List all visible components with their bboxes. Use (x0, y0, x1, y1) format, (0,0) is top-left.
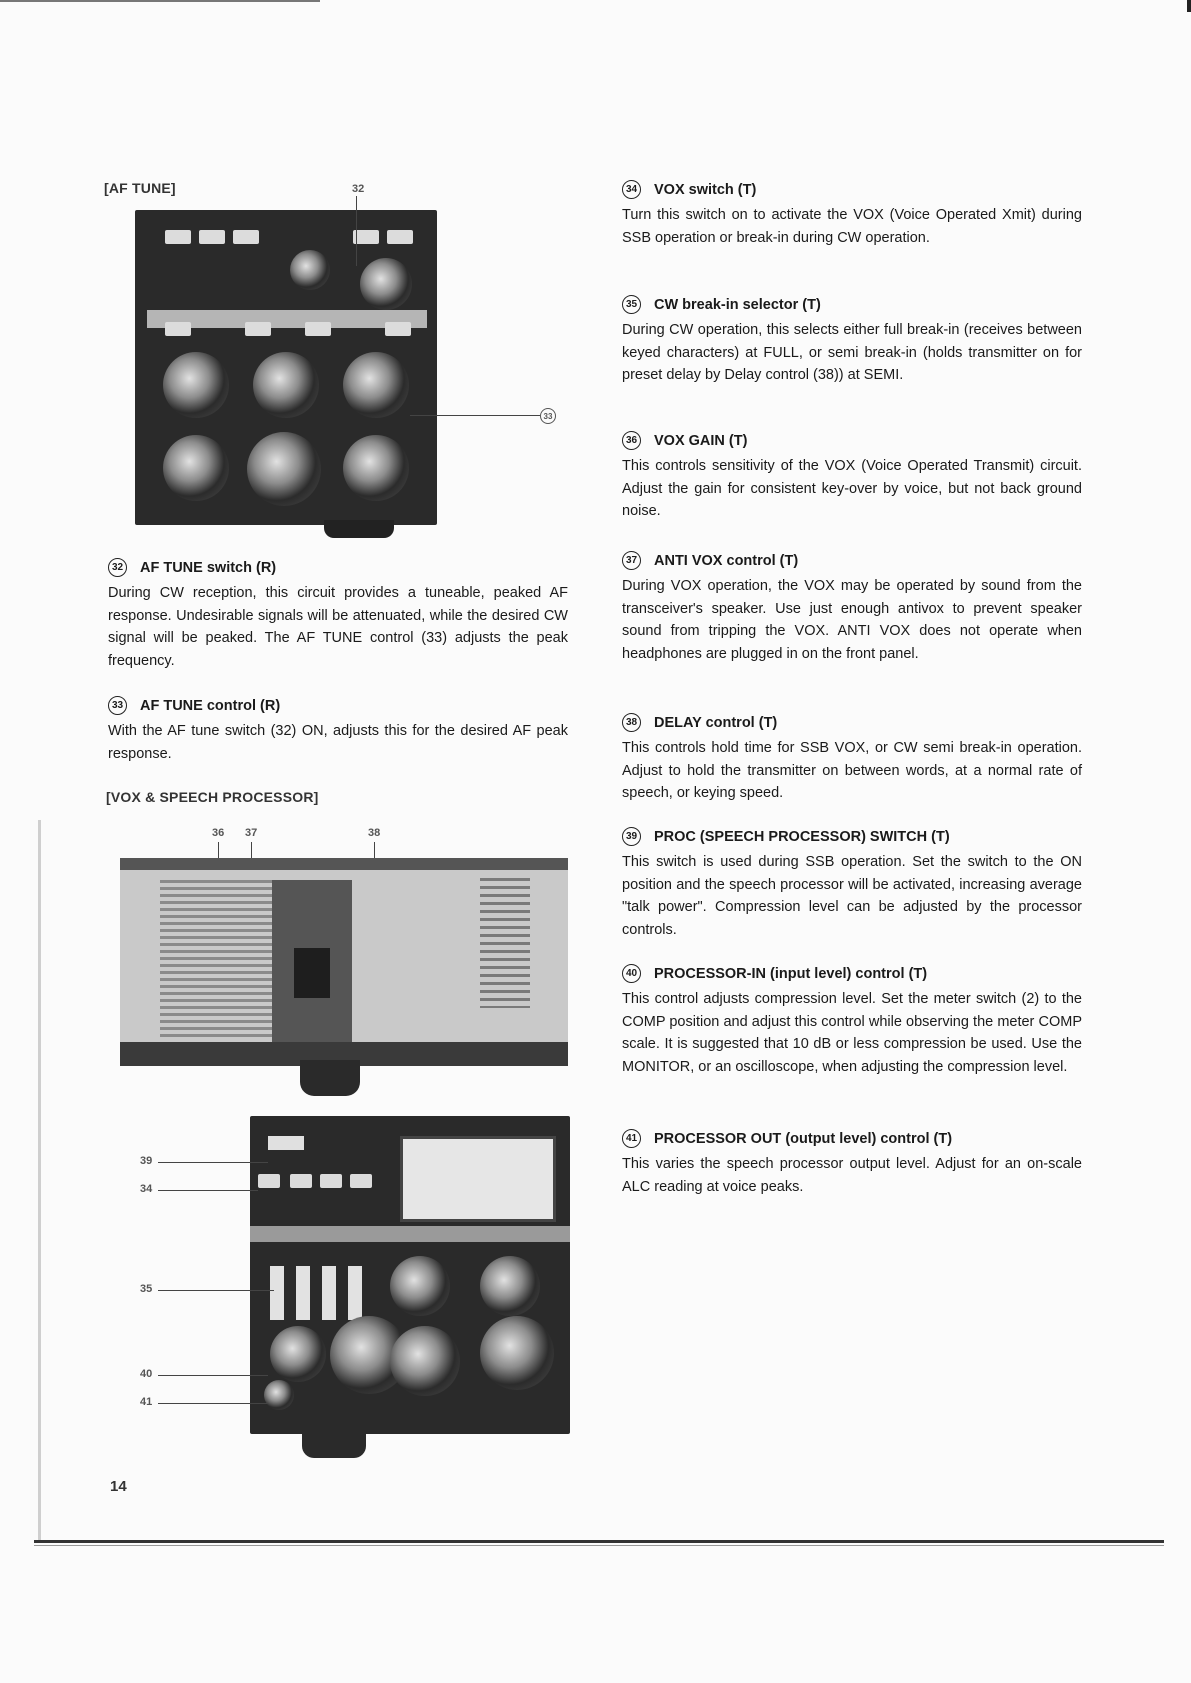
item-title: AF TUNE switch (R) (140, 559, 277, 576)
internal-top-view-photo (120, 858, 568, 1066)
item-title: PROCESSOR OUT (output level) control (T) (654, 1130, 953, 1147)
callout-leader-33 (410, 415, 540, 416)
callout-leader-40 (158, 1375, 268, 1376)
item-body: During CW reception, this circuit provides a tuneable, peaked AF response. Undesirable signals will be attenuated, while the desired CW signal will be peaked. The AF TUNE control (33) adjusts the peak frequency. (108, 585, 568, 669)
photo2-callout-37: 37 (245, 827, 258, 839)
item-34 (622, 180, 1082, 249)
scan-edge (38, 820, 41, 1540)
photo3-callout-34: 34 (140, 1183, 153, 1195)
photo3-callout-40: 40 (140, 1368, 153, 1380)
item-body: This controls hold time for SSB VOX, or CW semi break-in operation. Adjust to hold the transmitter on between words, at a normal rate of speech, or keying speed. (622, 740, 1082, 801)
item-number: 41 (622, 1129, 641, 1148)
item-title: DELAY control (T) (654, 714, 778, 731)
item-41 (622, 1129, 1082, 1198)
item-body: This control adjusts compression level. Set the meter switch (2) to the COMP position and adjust this control while observing the meter COMP scale. It is suggested that 10 dB or less compression be used. Use the MONITOR, or an oscilloscope, when adjusting the compression level. (622, 991, 1082, 1075)
bottom-rule (34, 1540, 1164, 1543)
item-38 (622, 713, 1082, 805)
item-33 (108, 696, 568, 765)
af-tune-photo-knob-stub (324, 520, 394, 538)
callout-leader-41 (158, 1403, 268, 1404)
item-body: This controls sensitivity of the VOX (Voice Operated Transmit) circuit. Adjust the gain for consistent key-over by voice, but not back ground noise. (622, 458, 1082, 519)
front-panel-knob-stub (302, 1430, 366, 1458)
item-title: AF TUNE control (R) (140, 697, 281, 714)
callout-leader-34 (158, 1190, 258, 1191)
item-title: CW break-in selector (T) (654, 296, 821, 313)
item-body: During CW operation, this selects either full break-in (receives between keyed characters) at FULL, or semi break-in (holds transmitter on for preset delay by Delay control (38)) at SEMI. (622, 322, 1082, 383)
item-body: During VOX operation, the VOX may be operated by sound from the transceiver's speaker. Use just enough antivox to prevent speaker sound from tripping the VOX. ANTI VOX does not operate when headphones are plugged in on the front panel. (622, 578, 1082, 662)
photo3-callout-35: 35 (140, 1283, 153, 1295)
item-number: 38 (622, 713, 641, 732)
item-body: Turn this switch on to activate the VOX (Voice Operated Xmit) during SSB operation or break-in during CW operation. (622, 207, 1082, 246)
internal-photo-knob-stub (300, 1060, 360, 1096)
photo2-callout-38: 38 (368, 827, 381, 839)
af-tune-section-label: [AF TUNE] (104, 180, 176, 196)
vox-section-label: [VOX & SPEECH PROCESSOR] (106, 789, 319, 805)
item-title: VOX switch (T) (654, 181, 757, 198)
photo3-callout-39: 39 (140, 1155, 153, 1167)
item-37 (622, 551, 1082, 665)
callout-leader-35 (158, 1290, 274, 1291)
item-number: 36 (622, 431, 641, 450)
item-title: ANTI VOX control (T) (654, 552, 799, 569)
item-number: 33 (108, 696, 127, 715)
item-body: This switch is used during SSB operation. Set the switch to the ON position and the speech processor will be activated, increasing average "talk power". Compression level can be adjusted by the processor controls. (622, 854, 1082, 938)
item-39 (622, 827, 1082, 941)
item-number: 35 (622, 295, 641, 314)
item-35 (622, 295, 1082, 387)
page-number: 14 (110, 1478, 127, 1495)
corner-mark (1187, 0, 1191, 12)
item-number: 37 (622, 551, 641, 570)
item-number: 40 (622, 964, 641, 983)
item-number: 39 (622, 827, 641, 846)
item-number: 34 (622, 180, 641, 199)
front-panel-photo (250, 1116, 570, 1434)
item-number: 32 (108, 558, 127, 577)
photo2-callout-36: 36 (212, 827, 225, 839)
item-body: With the AF tune switch (32) ON, adjusts this for the desired AF peak response. (108, 723, 568, 762)
photo3-callout-41: 41 (140, 1396, 153, 1408)
photo1-callout-33: 33 (540, 408, 556, 424)
item-body: This varies the speech processor output level. Adjust for an on-scale ALC reading at voice peaks. (622, 1156, 1082, 1195)
photo1-callout-32: 32 (352, 183, 365, 195)
item-32 (108, 558, 568, 672)
top-rule (0, 0, 320, 2)
item-title: PROC (SPEECH PROCESSOR) SWITCH (T) (654, 828, 950, 845)
item-36 (622, 431, 1082, 523)
bottom-rule-thin (34, 1545, 1164, 1546)
af-tune-panel-photo (135, 210, 437, 525)
callout-leader-32 (356, 196, 357, 266)
item-40 (622, 964, 1082, 1078)
callout-leader-39 (158, 1162, 268, 1163)
item-title: VOX GAIN (T) (654, 432, 748, 449)
item-title: PROCESSOR-IN (input level) control (T) (654, 965, 928, 982)
